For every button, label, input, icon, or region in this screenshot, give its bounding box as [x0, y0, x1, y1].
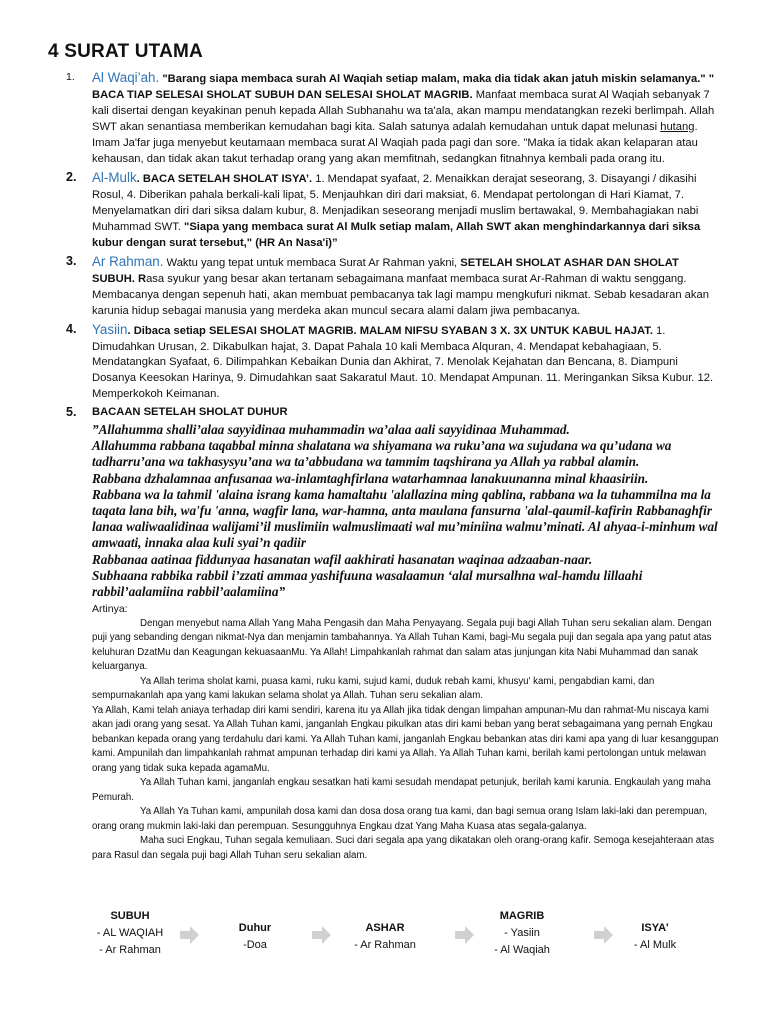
- schedule-slot-ashar: [335, 920, 435, 954]
- translation-paragraph: Ya Allah terima sholat kami, puasa kami, ruku kami, sujud kami, duduk rebah kami, khusyu' kami, pengabdian kami, dan sempurnakanlah apa yang kami lakukan selama sholat ya Allah. Tuhan seru sekalian alam.: [92, 675, 655, 702]
- list-number: 4.: [66, 321, 77, 336]
- slot-line: -Doa: [243, 939, 267, 951]
- list-number: 3.: [66, 253, 77, 268]
- translation-block: [92, 602, 724, 863]
- dua-paragraph: Rabbana dzhalamnaa anfusanaa wa-inlamtaghfirlana watarhamnaa lanakuunanna minal khaasiriin.: [92, 470, 649, 486]
- slot-line: - Al Mulk: [633, 939, 677, 951]
- item-body-text: Waktu yang tepat untuk membaca Surat Ar Rahman yakni,: [163, 256, 461, 269]
- dua-text-block: [92, 422, 724, 600]
- list-item-yasiin: [66, 321, 724, 404]
- list-number: 2.: [66, 170, 77, 185]
- item-bold-text: . Dibaca setiap SELESAI SHOLAT MAGRIB. MALAM NIFSU SYABAN 3 X. 3X UNTUK KABUL HAJAT.: [127, 324, 653, 337]
- translation-paragraph: Ya Allah Ya Tuhan kami, ampunilah dosa kami dan dosa dosa orang tua kami, dan bagi semua orang Islam laki-laki dan perempuan, orang orang mukmin laki-laki dan perempuan. Sesungguhnya Engkau dzat Yang Maha Kuasa atas segala-galanya.: [92, 806, 708, 832]
- surah-list: [66, 68, 724, 863]
- page-title: 4 SURAT UTAMA: [48, 41, 203, 62]
- section-heading: BACAAN SETELAH SHOLAT DUHUR: [92, 406, 288, 419]
- item-body-text: 1. Dimudahkan Urusan, 2. Dikabulkan hajat, 3. Dapat Pahala 10 kali Membaca Alquran, 4. Mendapat kebahagiaan, 5. Mendatangkan Syafaat, 6. Dilimpahkan Kebaikan Dunia dan Akhirat, 7. Menolak Kejahatan dan Bencana, 8. Diampuni Dosanya Keesokan Harinya, 9. Dimudahkan saat Sakaratul Maut. 10. Mendapat Ampunan. 11. Meringankan Siksa Kubur. 12. Memperkokoh Keimanan.: [92, 324, 714, 401]
- item-bold-text: . BACA SETELAH SHOLAT ISYA’.: [136, 173, 313, 186]
- surah-name: Al-Mulk: [92, 170, 137, 186]
- list-item-ar-rahman: [66, 253, 724, 320]
- list-item-doa-duhur: [66, 405, 724, 863]
- dua-paragraph: Subhaana rabbika rabbil i’zzati ammaa yashifuuna wasalaamun ‘alal mursalhna wal-hamdu lillaahi rabbil’aalamiina rabbil’aalamiina”: [92, 567, 643, 600]
- translation-paragraph: Dengan menyebut nama Allah Yang Maha Pengasih dan Maha Penyayang. Segala puji bagi Allah Tuhan seru sekalian alam. Dengan puji yang sebanding dengan nikmat-Nya dan menjamin tambahannya. Ya Allah Tuhan Kami, bagi-Mu segala puji dan segala apa yang patut atas keluhuran DzatMu dan Keagungan kekuasaanMu. Ya Allah! Limpahkanlah rahmat dan salam atas junjungan kita Nabi Muhammad dan sanak keluarganya.: [92, 617, 712, 673]
- underlined-word: hutang: [660, 120, 695, 133]
- slot-title: ASHAR: [365, 922, 405, 934]
- arrow-right-icon: [310, 924, 332, 946]
- dua-paragraph: Rabbana wa la tahmil 'alaina israng kama hamaltahu 'alallazina ming qablina, rabbana wa la tuhammilna ma la taqata lana bih, wa'fu 'anna, wagfir lana, war-hamna, anta maulana fansurna 'alal-qaumil-kafirin Rabbanaghfir lanaa waliwaalidinaa walijami’il muslimiin walmuslimaati wal mu’miniina walmu’minati. Al ahyaa-i-minhum wal amwaati, innaka alaa kuli syai’n qadiir: [92, 486, 718, 551]
- item-body-text: . Imam Ja'far juga menyebut keutamaan membaca surat Al Waqiah pada pagi dan sore. "Maka ia tidak akan kelaparan atau kehausan, dan tidak akan takut terhadap orang yang akan memfitnah, sedangkan fitnahnya kembali pada orang itu.: [92, 120, 698, 165]
- list-item-al-mulk: [66, 170, 724, 252]
- slot-line: - Ar Rahman: [99, 944, 161, 956]
- schedule-slot-isya: [610, 920, 700, 954]
- slot-line: - Ar Rahman: [354, 939, 416, 951]
- schedule-slot-magrib: [472, 908, 572, 959]
- translation-paragraph: Ya Allah, Kami telah aniaya terhadap diri kami sendiri, karena itu ya Allah jika tidak dengan limpahan ampunan-Mu dan rahmat-Mu niscaya kami akan jadi orang yang sesat. Ya Allah Tuhan kami, janganlah Engkau pikulkan atas diri kami beban yang berat sebagaimana yang pernah Engkau bebankan kepada orang yang terdahulu dari kami. Ya Allah Tuhan kami, janganlah Engkau bebankan atas diri kami apa yang di luar kesanggupan kami. Ampunilah dan limpahkanlah rahmat ampunan terhadap diri kami ya Allah. Ya Allah Tuhan kami, berilah kami pertolongan untuk melawan orang yang tidak suka kepada agamaMu.: [92, 704, 719, 774]
- dua-paragraph: ”Allahumma shalli’alaa sayyidinaa muhammadin wa’alaa aali sayyidinaa Muhammad.: [92, 422, 570, 438]
- item-bold-text: "Barang siapa membaca surah Al Waqiah setiap malam, maka dia tidak akan jatuh miskin selamanya." " BACA TIAP SELESAI SHOLAT SUBUH DAN SELESAI SHOLAT MAGRIB.: [92, 73, 715, 101]
- item-bold-text: SETELAH SHOLAT ASHAR DAN SHOLAT SUBUH. R: [92, 256, 679, 285]
- item-body-text: Manfaat membaca surat Al Waqiah sebanyak 7 kali disertai dengan keyakinan penuh kepada Allah Subhanahu wa ta'ala, akan mampu mendatangkan rezeki berlimpah. Allah SWT akan senantiasa memberikan kemudahan bagi kita. Salah satunya adalah kemudahan untuk dapat melunasi: [92, 88, 715, 133]
- slot-title: Duhur: [238, 922, 272, 934]
- slot-line: - Yasiin: [504, 927, 540, 939]
- translation-paragraph: Ya Allah Tuhan kami, janganlah engkau sesatkan hati kami sesudah mendapat petunjuk, berilah kami karunia. Engkaulah yang maha Pemurah.: [92, 777, 711, 803]
- item-body-text: asa syukur yang besar akan tertanam sebagaimana manfaat membaca surat Ar-Rahman di waktu senggang. Membacanya dengan sepenuh hati, akan membuat pembacanya tak lagi mampu mengkufuri nikmat. Sebab kesadaran akan karunia hidup sebagai manusia yang merdeka akan muncul secara alami dalam jiwa pembacanya.: [92, 272, 709, 317]
- slot-line: - Al Waqiah: [494, 944, 550, 956]
- dua-paragraph: Allahumma rabbana taqabbal minna shalatana wa shiyamana wa ruku’ana wa sujudana wa qu’udana wa tadharru’ana wa takhasysyu’ana wa ta’abbudana wa tammim taqshirana ya Allah ya rabbal alamin.: [92, 438, 672, 470]
- surah-name: Yasiin: [92, 321, 128, 337]
- list-item-al-waqiah: [66, 70, 724, 167]
- arrow-right-icon: [178, 924, 200, 946]
- translation-label: Artinya:: [92, 603, 128, 616]
- slot-title: ISYA': [641, 922, 669, 934]
- translation-paragraph: Maha suci Engkau, Tuhan segala kemuliaan. Suci dari segala apa yang dikatakan oleh orang-orang kafir. Semoga kesejahteraan atas para Rasul dan segala puji bagi Allah Tuhan seru sekalian alam.: [92, 835, 715, 861]
- dua-paragraph: Rabbanaa aatinaa fiddunyaa hasanatan wafil aakhirati hasanatan waqinaa adzaaban-naar.: [92, 551, 593, 567]
- list-number: 1.: [66, 71, 75, 83]
- slot-title: MAGRIB: [499, 910, 545, 922]
- surah-name: Ar Rahman.: [92, 253, 164, 269]
- schedule-slot-duhur: [215, 920, 295, 954]
- surah-name: Al Waqi’ah.: [92, 70, 160, 85]
- list-number: 5.: [66, 405, 77, 420]
- slot-line: - AL WAQIAH: [96, 927, 164, 939]
- slot-title: SUBUH: [110, 910, 150, 922]
- item-body-text: 1. Mendapat syafaat, 2. Menaikkan derajat seseorang, 3. Disayangi / dikasihi Rosul, 4. Diberikan pahala berkali-kali lipat, 5. Menjauhkan diri dari maksiat, 6. Mendapat pertolongan di Hari Kiamat, 7. Menyelamatkan diri dari siksa dalam kubur, 8. Menjadikan seseorang menjadi muslim bertawakal, 9. Membahagiakan nabi Muhammad SWT.: [92, 173, 699, 234]
- item-bold-quote: "Siapa yang membaca surat Al Mulk setiap malam, Allah SWT akan menghindarkannya dari siksa kubur dengan surat tersebut," (HR An Nasa'i)”: [92, 221, 701, 250]
- prayer-schedule-flow: [60, 906, 700, 966]
